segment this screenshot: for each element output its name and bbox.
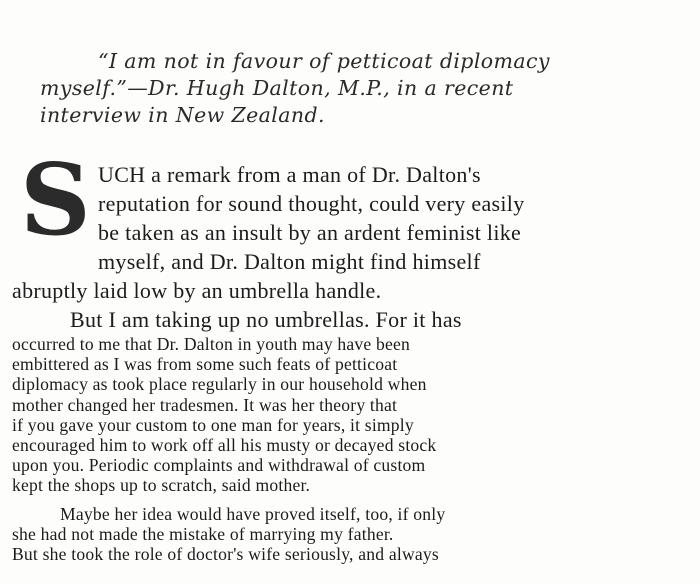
paragraph-line: abruptly laid low by an umbrella handle.	[12, 278, 382, 303]
epigraph-quote	[40, 48, 660, 129]
paragraph-line: encouraged him to work off all his musty or decayed stock	[12, 435, 437, 456]
paragraph-2	[12, 305, 700, 496]
paragraph-line: upon you. Periodic complaints and withdrawal of custom	[12, 455, 426, 476]
article-body	[12, 143, 700, 565]
paragraph-line: reputation for sound thought, could very easily	[98, 191, 525, 216]
drop-cap: S	[20, 143, 91, 258]
paragraph-1	[12, 160, 700, 305]
quote-line: “I am not in favour of petticoat diplomacy	[98, 49, 550, 73]
paragraph-line: But I am taking up no umbrellas. For it has	[70, 307, 462, 332]
paragraph-3	[12, 504, 700, 565]
paragraph-line: embittered as I was from some such feats of petticoat	[12, 354, 398, 375]
paragraph-line: But she took the role of doctor's wife seriously, and always	[12, 544, 439, 565]
quote-line: interview in New Zealand.	[40, 103, 325, 127]
paragraph-line: kept the shops up to scratch, said mother.	[12, 475, 311, 496]
paragraph-line: diplomacy as took place regularly in our household when	[12, 374, 427, 395]
paragraph-line: Maybe her idea would have proved itself, too, if only	[60, 503, 446, 524]
quote-line: myself.”—Dr. Hugh Dalton, M.P., in a recent	[40, 76, 514, 100]
paragraph-line: be taken as an insult by an ardent feminist like	[98, 220, 522, 245]
paragraph-line: mother changed her tradesmen. It was her theory that	[12, 394, 398, 415]
paragraph-line: if you gave your custom to one man for years, it simply	[12, 414, 414, 435]
paragraph-line: she had not made the mistake of marrying my father.	[12, 523, 394, 544]
paragraph-line: myself, and Dr. Dalton might find himself	[98, 249, 481, 274]
paragraph-line: occurred to me that Dr. Dalton in youth may have been	[12, 334, 411, 354]
paragraph-line: UCH a remark from a man of Dr. Dalton's	[98, 162, 481, 187]
